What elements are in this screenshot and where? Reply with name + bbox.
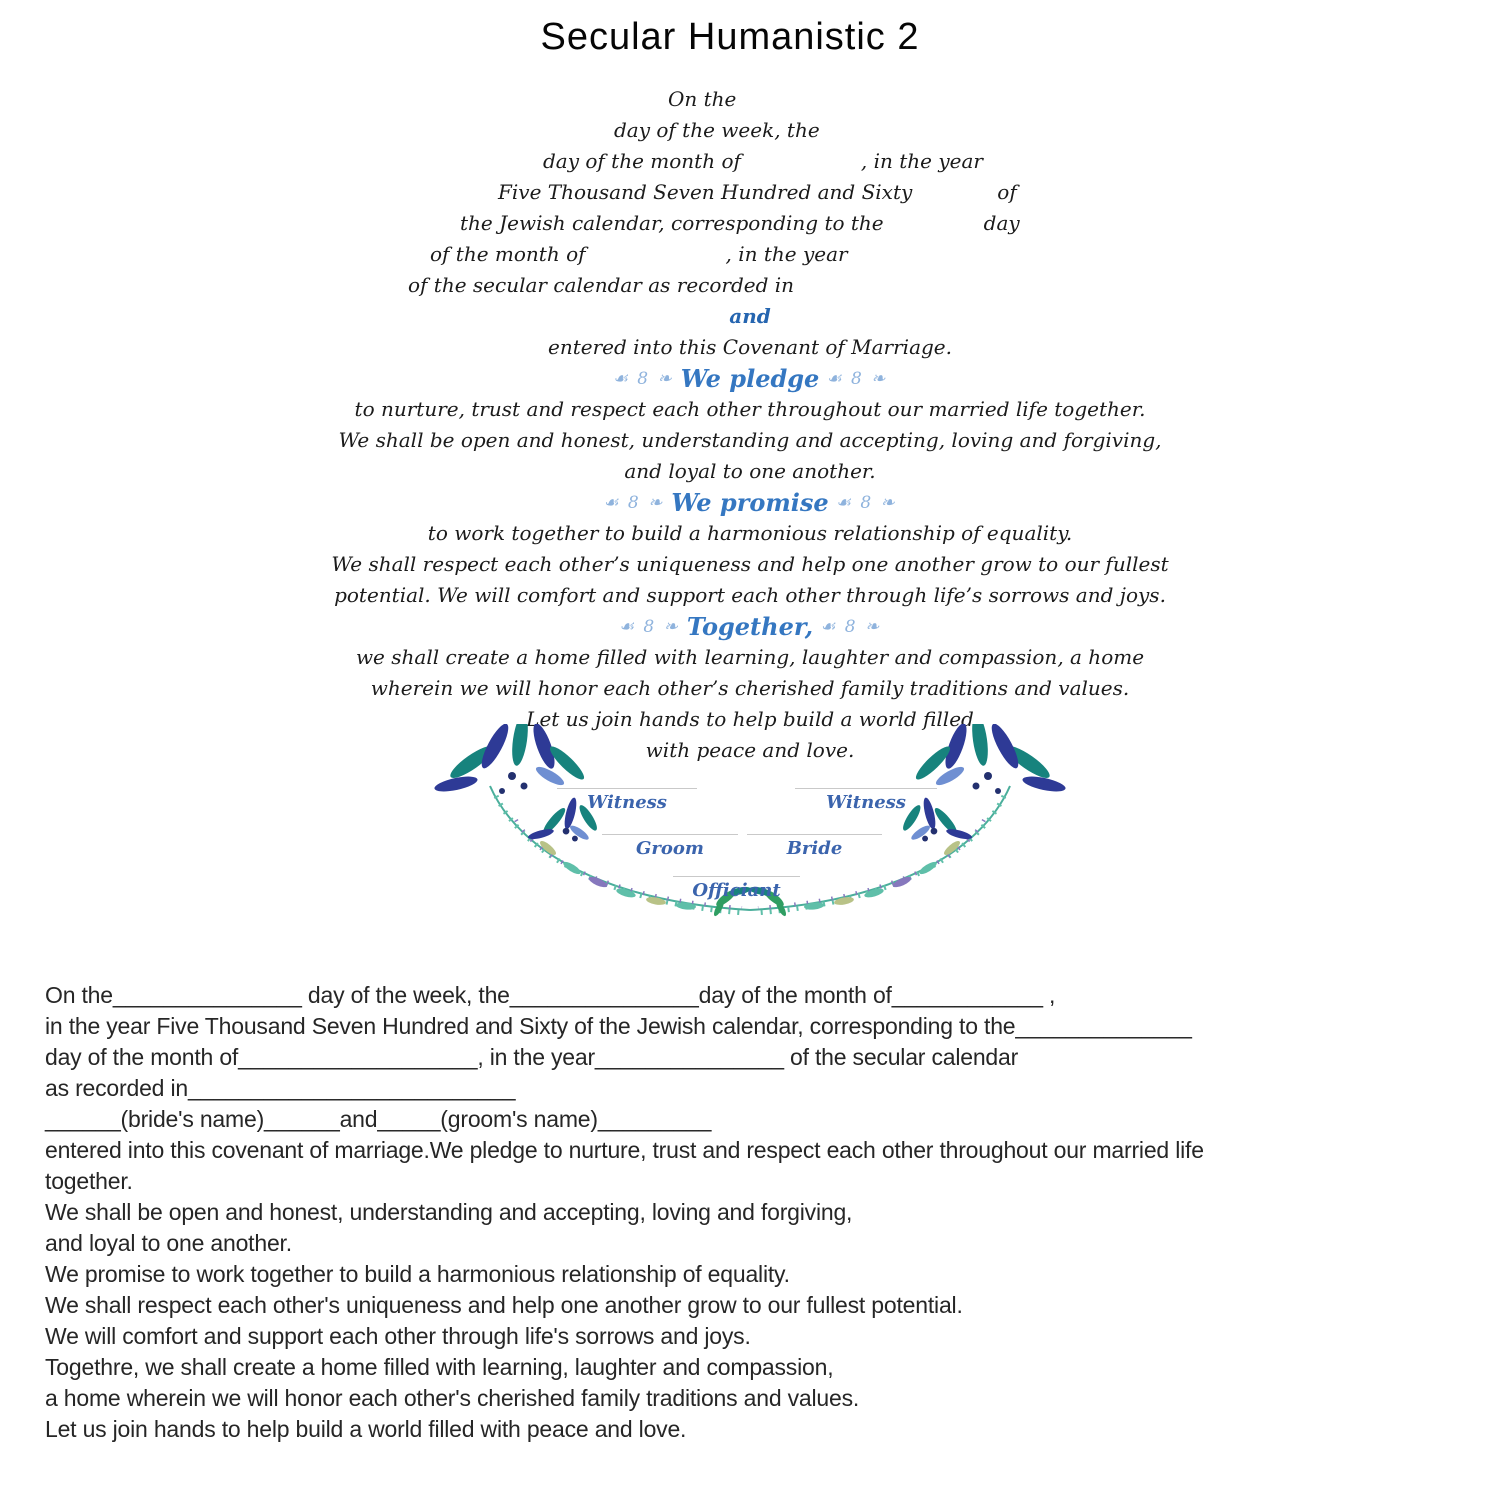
plain-text-line: We shall be open and honest, understanding and accepting, loving and forgiving,	[45, 1199, 853, 1225]
section-header-label: We promise	[671, 488, 829, 517]
plain-text-line: together.	[45, 1168, 133, 1194]
script-text: the Jewish calendar, corresponding to the	[460, 211, 884, 235]
script-line: to nurture, trust and respect each other throughout our married life together.	[354, 397, 1146, 421]
script-line: to work together to build a harmonious relationship of equality.	[427, 521, 1073, 545]
script-line: we shall create a home filled with learning, laughter and compassion, a home	[355, 645, 1145, 669]
plain-text-line: entered into this covenant of marriage.We pledge to nurture, trust and respect each other throughout our married life	[45, 1137, 1204, 1163]
script-line	[498, 177, 1500, 208]
plain-text-line: Let us join hands to help build a world filled with peace and love.	[45, 1416, 687, 1442]
section-header-label: We pledge	[680, 364, 820, 393]
page-title: Secular Humanistic 2	[540, 16, 920, 58]
script-line: wherein we will honor each other’s cherished family traditions and values.	[370, 676, 1130, 700]
signature-line-groom	[602, 834, 738, 835]
script-line: We shall respect each other’s uniqueness and help one another grow to our fullest	[331, 552, 1169, 576]
flourish-icon: ☙ 8 ❧	[612, 369, 674, 389]
plain-text-line: We shall respect each other's uniqueness and help one another grow to our fullest potential.	[45, 1292, 963, 1318]
script-line: Let us join hands to help build a world filled	[526, 707, 974, 731]
script-line: with peace and love.	[645, 738, 855, 762]
script-line: and loyal to one another.	[624, 459, 876, 483]
plain-text-paragraph	[45, 980, 1495, 1445]
plain-text-line: Togethre, we shall create a home filled with learning, laughter and compassion,	[45, 1354, 834, 1380]
flourish-icon: ☙ 8 ❧	[826, 369, 888, 389]
script-line	[460, 208, 1500, 239]
script-text: , in the year	[860, 149, 983, 173]
script-line: of the secular calendar as recorded in	[408, 273, 795, 297]
script-text: of the month of	[430, 242, 586, 266]
script-line: On the	[668, 87, 737, 111]
script-line: day of the week, the	[614, 118, 820, 142]
signature-line-witness-left	[557, 788, 697, 789]
plain-text-line: a home wherein we will honor each other's cherished family traditions and values.	[45, 1385, 860, 1411]
plain-text-line: We will comfort and support each other through life's sorrows and joys.	[45, 1323, 751, 1349]
signature-label-witness-right: Witness	[826, 792, 906, 813]
plain-text-line: On the_______________ day of the week, the_______________day of the month of____________ ,	[45, 982, 1056, 1008]
plain-text-line: as recorded in__________________________	[45, 1075, 516, 1101]
signature-label-officiant: Officiant	[692, 880, 781, 901]
script-line	[430, 239, 1500, 270]
signature-label-groom: Groom	[636, 838, 704, 859]
plain-text-line: in the year Five Thousand Seven Hundred and Sixty of the Jewish calendar, corresponding to the______________	[45, 1013, 1192, 1039]
script-text: , in the year	[725, 242, 848, 266]
script-line-and: and	[729, 304, 771, 328]
script-text: day	[983, 211, 1020, 235]
script-line: entered into this Covenant of Marriage.	[548, 335, 952, 359]
plain-text-line: and loyal to one another.	[45, 1230, 292, 1256]
script-text: of	[997, 180, 1017, 204]
section-header-we-pledge	[0, 363, 1500, 394]
plain-text-line: We promise to work together to build a harmonious relationship of equality.	[45, 1261, 790, 1287]
signature-line-witness-right	[795, 788, 937, 789]
flourish-icon: ☙ 8 ❧	[820, 617, 882, 637]
signature-label-bride: Bride	[786, 838, 843, 859]
section-header-together	[0, 611, 1500, 642]
section-header-we-promise	[0, 487, 1500, 518]
script-text: day of the month of	[543, 149, 741, 173]
script-line: potential. We will comfort and support each other through life’s sorrows and joys.	[334, 583, 1166, 607]
signature-line-bride	[747, 834, 882, 835]
signature-label-witness-left: Witness	[587, 792, 667, 813]
ketubah-script-text	[0, 84, 1500, 766]
flourish-icon: ☙ 8 ❧	[835, 493, 897, 513]
section-header-label: Together,	[686, 612, 814, 641]
script-line: We shall be open and honest, understanding and accepting, loving and forgiving,	[338, 428, 1162, 452]
signature-line-officiant	[673, 876, 800, 877]
flourish-icon: ☙ 8 ❧	[603, 493, 665, 513]
flourish-icon: ☙ 8 ❧	[618, 617, 680, 637]
plain-text-line: day of the month of___________________, in the year_______________ of the secular calendar	[45, 1044, 1019, 1070]
script-text: Five Thousand Seven Hundred and Sixty	[498, 180, 913, 204]
script-line	[543, 146, 1500, 177]
plain-text-line: ______(bride's name)______and_____(groom's name)_________	[45, 1106, 712, 1132]
